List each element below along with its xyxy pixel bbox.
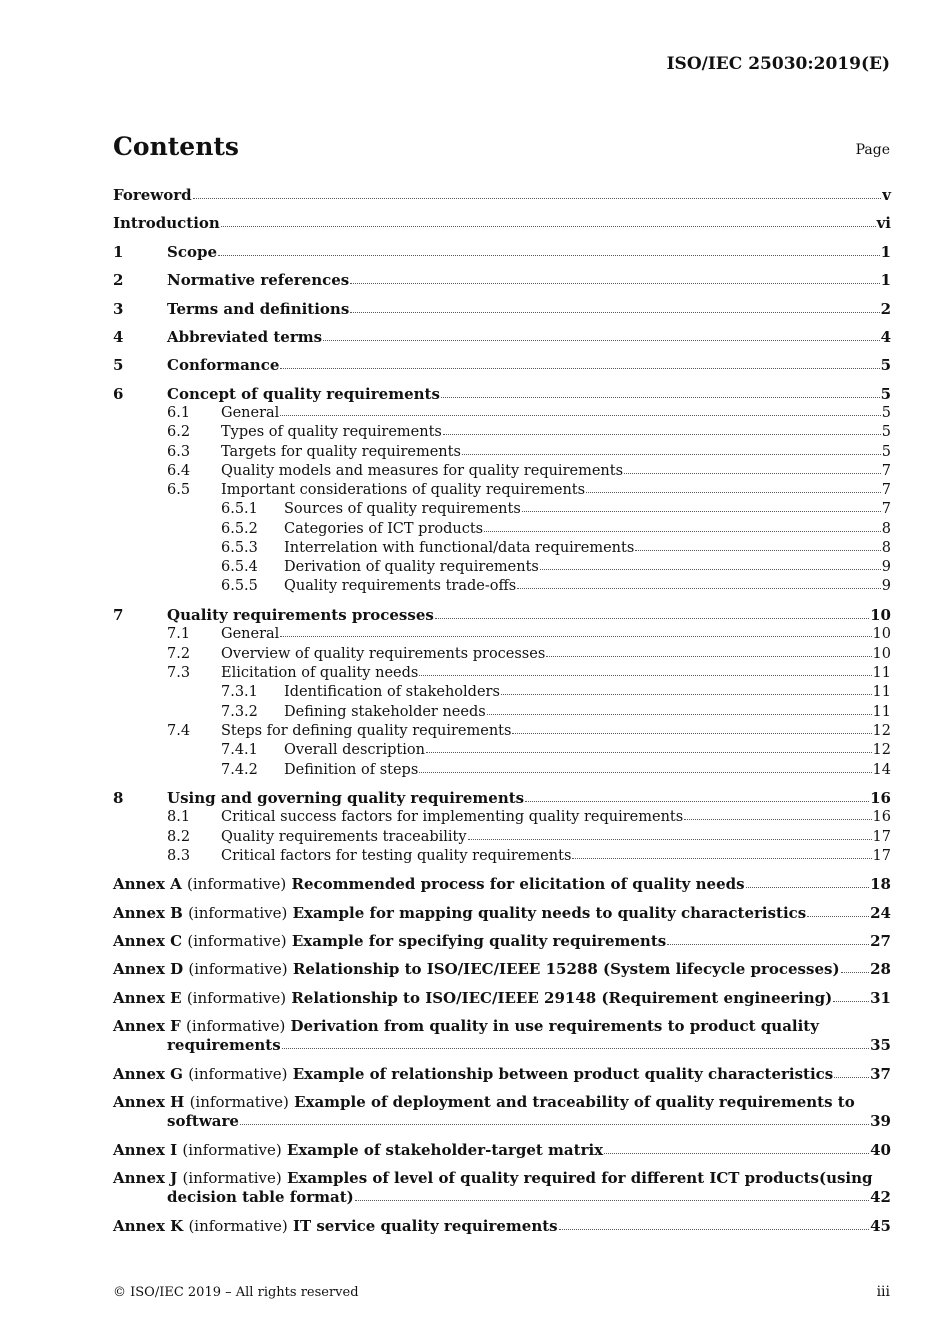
toc-entry[interactable] (113, 625, 891, 644)
toc-entry-page: 8 (881, 521, 891, 537)
toc-entry-page: 1 (880, 271, 891, 289)
toc-annex-label: Annex A (113, 875, 182, 893)
toc-entry-number: 8.1 (167, 809, 191, 825)
toc-dot-leader (834, 1077, 869, 1078)
toc-dot-leader (419, 675, 871, 676)
toc-entry-title: Derivation of quality requirements (284, 559, 539, 575)
toc-dot-leader (624, 473, 881, 474)
toc-entry-page: 28 (870, 960, 891, 978)
toc-entry[interactable] (113, 404, 891, 423)
toc-entry-number: 6 (113, 385, 124, 403)
toc-entry-page: 11 (872, 704, 891, 720)
toc-entry-number: 4 (113, 328, 124, 346)
toc-dot-leader (240, 1124, 869, 1125)
toc-dot-leader (218, 255, 880, 256)
toc-entry[interactable] (113, 481, 891, 500)
toc-entry-title: Concept of quality requirements (167, 385, 440, 403)
toc-annex-informative: (informative) (186, 1017, 286, 1035)
header-standard-id: ISO/IEC 25030:2019(E) (666, 54, 890, 74)
toc-entry[interactable] (113, 989, 891, 1008)
toc-entry[interactable] (113, 577, 891, 596)
toc-entry-title-continued: requirements (167, 1036, 281, 1054)
toc-annex-label: Annex I (113, 1141, 178, 1159)
toc-entry[interactable] (113, 703, 891, 722)
toc-entry[interactable] (113, 828, 891, 847)
toc-entry-page: 39 (870, 1112, 891, 1130)
toc-entry-page: 17 (872, 829, 891, 845)
toc-entry-number: 6.5.1 (221, 501, 258, 517)
toc-entry-number: 5 (113, 356, 124, 374)
toc-entry-title: Example for mapping quality needs to quality characteristics (292, 904, 807, 922)
toc-annex-informative: (informative) (188, 1065, 288, 1083)
toc-entry-title: Foreword (113, 186, 192, 204)
toc-entry-page: 14 (872, 762, 891, 778)
toc-dot-leader (282, 1048, 869, 1049)
toc-dot-leader (350, 283, 879, 284)
toc-dot-leader (501, 694, 872, 695)
toc-entry[interactable] (113, 741, 891, 760)
toc-annex-label: Annex K (113, 1217, 184, 1235)
toc-dot-leader (468, 839, 872, 840)
toc-entry-page: 4 (880, 328, 891, 346)
toc-entry-title: Relationship to ISO/IEC/IEEE 15288 (System lifecycle processes) (292, 960, 840, 978)
toc-entry[interactable] (113, 606, 891, 625)
toc-entry-title: Elicitation of quality needs (221, 665, 419, 681)
toc-entry-title: Defining stakeholder needs (284, 704, 486, 720)
toc-entry-number: 7.3.1 (221, 684, 258, 700)
toc-entry[interactable] (113, 789, 891, 808)
toc-entry[interactable] (113, 1169, 891, 1207)
toc-entry-page: 24 (870, 904, 891, 922)
toc-entry-title: Quality requirements trade-offs (284, 578, 517, 594)
toc-entry-title: Quality requirements processes (167, 606, 434, 624)
toc-dot-leader (635, 550, 881, 551)
toc-entry-title: Overview of quality requirements processes (221, 646, 546, 662)
toc-entry-title-continued: software (167, 1112, 239, 1130)
toc-entry-page: 12 (872, 742, 891, 758)
toc-entry-page: 27 (870, 932, 891, 950)
toc-entry-page: 5 (881, 405, 891, 421)
toc-entry[interactable] (113, 904, 891, 923)
toc-entry-title: Examples of level of quality required for different ICT products(using (287, 1169, 873, 1187)
toc-entry-page: 17 (872, 848, 891, 864)
toc-entry[interactable] (113, 847, 891, 866)
toc-entry-title: Normative references (167, 271, 350, 289)
toc-entry-page: 1 (880, 243, 891, 261)
toc-annex-label: Annex E (113, 989, 182, 1007)
toc-entry[interactable] (113, 875, 891, 894)
toc-entry-title: Example of relationship between product quality characteristics (292, 1065, 834, 1083)
toc-entry-page: 11 (872, 665, 891, 681)
toc-entry-number: 8.2 (167, 829, 191, 845)
toc-entry-number: 7 (113, 606, 124, 624)
toc-entry-page: 8 (881, 540, 891, 556)
toc-entry[interactable] (113, 1065, 891, 1084)
toc-entry-page: 10 (872, 626, 891, 642)
toc-entry-page: 11 (872, 684, 891, 700)
toc-entry-title: Example of stakeholder-target matrix (286, 1141, 604, 1159)
toc-entry-title: Relationship to ISO/IEC/IEEE 29148 (Requirement engineering) (291, 989, 833, 1007)
toc-entry[interactable] (113, 1217, 891, 1236)
toc-entry[interactable] (113, 214, 891, 233)
toc-entry-title: Definition of steps (284, 762, 419, 778)
toc-entry-number: 6.5.5 (221, 578, 258, 594)
toc-dot-leader (443, 434, 881, 435)
toc-entry[interactable] (113, 356, 891, 375)
toc-dot-leader (280, 415, 880, 416)
toc-dot-leader (280, 636, 871, 637)
toc-dot-leader (572, 858, 871, 859)
toc-dot-leader (833, 1001, 869, 1002)
toc-entry-title: Critical factors for testing quality requirements (221, 848, 572, 864)
toc-entry-page: 7 (881, 501, 891, 517)
toc-annex-informative: (informative) (188, 1217, 288, 1235)
toc-entry-title: Introduction (113, 214, 220, 232)
toc-annex-informative: (informative) (187, 932, 287, 950)
toc-entry-title: Types of quality requirements (221, 424, 442, 440)
toc-dot-leader (484, 531, 881, 532)
toc-entry[interactable] (113, 423, 891, 442)
toc-entry[interactable] (113, 462, 891, 481)
toc-annex-label: Annex F (113, 1017, 181, 1035)
toc-entry-number: 7.3.2 (221, 704, 258, 720)
toc-entry[interactable] (113, 558, 891, 577)
toc-entry-title: General (221, 405, 280, 421)
toc-dot-leader (667, 944, 869, 945)
toc-dot-leader (684, 819, 871, 820)
toc-entry[interactable] (113, 808, 891, 827)
toc-dot-leader (512, 733, 871, 734)
toc-entry-number: 6.1 (167, 405, 191, 421)
toc-entry-title: Conformance (167, 356, 280, 374)
toc-dot-leader (280, 368, 879, 369)
toc-entry[interactable] (113, 683, 891, 702)
toc-entry-title: Scope (167, 243, 218, 261)
toc-entry-number: 6.5.2 (221, 521, 258, 537)
toc-entry-page: 9 (881, 578, 891, 594)
toc-entry-title: Abbreviated terms (167, 328, 323, 346)
toc-entry-number: 7.1 (167, 626, 191, 642)
toc-annex-label: Annex H (113, 1093, 185, 1111)
toc-entry[interactable] (113, 761, 891, 780)
toc-entry-page: vi (876, 214, 891, 232)
toc-entry-title: Sources of quality requirements (284, 501, 521, 517)
toc-entry-page: 5 (880, 385, 891, 403)
toc-entry-page: 16 (870, 789, 891, 807)
toc-entry[interactable] (113, 1017, 891, 1055)
toc-entry-number: 6.4 (167, 463, 191, 479)
toc-entry-title: Categories of ICT products (284, 521, 484, 537)
toc-annex-informative: (informative) (186, 989, 287, 1007)
toc-entry-page: 5 (881, 424, 891, 440)
toc-entry-number: 7.3 (167, 665, 191, 681)
toc-entry-title: Quality models and measures for quality requirements (221, 463, 624, 479)
toc-entry[interactable] (113, 271, 891, 290)
toc-entry-title: Example of deployment and traceability of quality requirements to (294, 1093, 855, 1111)
toc-dot-leader (525, 801, 869, 802)
toc-entry-page: 40 (870, 1141, 891, 1159)
toc-entry-title: Targets for quality requirements (221, 444, 461, 460)
toc-entry-title: IT service quality requirements (292, 1217, 558, 1235)
toc-dot-leader (419, 772, 871, 773)
toc-entry[interactable] (113, 722, 891, 741)
toc-entry[interactable] (113, 243, 891, 262)
toc-dot-leader (350, 312, 879, 313)
toc-entry-page: 5 (881, 444, 891, 460)
toc-entry-page: 18 (870, 875, 891, 893)
toc-dot-leader (462, 454, 881, 455)
toc-entry[interactable] (113, 520, 891, 539)
toc-entry-page: 10 (872, 646, 891, 662)
toc-dot-leader (426, 752, 872, 753)
toc-dot-leader (540, 569, 881, 570)
toc-entry-page: 7 (881, 463, 891, 479)
toc-entry-title: Critical success factors for implementing quality requirements (221, 809, 684, 825)
toc-entry-title: Derivation from quality in use requirements to product quality (290, 1017, 819, 1035)
toc-entry-title-continued: decision table format) (167, 1188, 354, 1206)
toc-entry-title: Identification of stakeholders (284, 684, 500, 700)
toc-annex-informative: (informative) (189, 1093, 289, 1111)
toc-entry-number: 6.5 (167, 482, 191, 498)
toc-annex-informative: (informative) (188, 960, 288, 978)
toc-entry-page: 16 (872, 809, 891, 825)
toc-entry-number: 6.3 (167, 444, 191, 460)
toc-entry-title: Recommended process for elicitation of quality needs (291, 875, 745, 893)
toc-dot-leader (586, 492, 881, 493)
toc-dot-leader (522, 511, 881, 512)
toc-annex-informative: (informative) (187, 875, 287, 893)
toc-entry-page: 9 (881, 559, 891, 575)
toc-annex-informative: (informative) (188, 904, 288, 922)
toc-entry-title: Using and governing quality requirements (167, 789, 525, 807)
toc-entry-title: Example for specifying quality requirements (291, 932, 667, 950)
toc-entry-page: 42 (870, 1188, 891, 1206)
toc-entry-page: 7 (881, 482, 891, 498)
toc-entry[interactable] (113, 664, 891, 683)
toc-entry-page: 12 (872, 723, 891, 739)
toc-dot-leader (559, 1229, 870, 1230)
toc-entry-page: 5 (880, 356, 891, 374)
toc-entry[interactable] (113, 1141, 891, 1160)
toc-entry[interactable] (113, 960, 891, 979)
toc-entry[interactable] (113, 300, 891, 319)
toc-entry-page: 31 (870, 989, 891, 1007)
toc-entry-number: 2 (113, 271, 124, 289)
toc-entry-title: Steps for defining quality requirements (221, 723, 512, 739)
toc-entry[interactable] (113, 539, 891, 558)
toc-entry[interactable] (113, 186, 891, 205)
toc-dot-leader (546, 656, 871, 657)
toc-dot-leader (487, 714, 872, 715)
toc-dot-leader (323, 340, 879, 341)
footer-copyright: © ISO/IEC 2019 – All rights reserved (113, 1285, 359, 1300)
page-column-label: Page (855, 142, 890, 158)
toc-entry-title: Overall description (284, 742, 425, 758)
toc-entry[interactable] (113, 500, 891, 519)
toc-annex-label: Annex G (113, 1065, 183, 1083)
toc-entry[interactable] (113, 385, 891, 404)
toc-entry-title: Important considerations of quality requirements (221, 482, 586, 498)
contents-title: Contents (113, 132, 240, 161)
toc-dot-leader (841, 972, 870, 973)
toc-entry-page: 2 (880, 300, 891, 318)
toc-dot-leader (441, 397, 880, 398)
toc-entry-number: 6.5.3 (221, 540, 258, 556)
toc-entry-number: 7.4.1 (221, 742, 258, 758)
toc-dot-leader (355, 1200, 869, 1201)
toc-entry-title: General (221, 626, 280, 642)
toc-entry-page: 45 (870, 1217, 891, 1235)
toc-entry-number: 6.2 (167, 424, 191, 440)
toc-entry-number: 7.4.2 (221, 762, 258, 778)
toc-entry-number: 7.2 (167, 646, 191, 662)
toc-entry-title: Interrelation with functional/data requirements (284, 540, 635, 556)
toc-annex-label: Annex J (113, 1169, 178, 1187)
toc-entry-page: v (882, 186, 891, 204)
toc-dot-leader (746, 887, 870, 888)
toc-entry-title: Quality requirements traceability (221, 829, 467, 845)
toc-entry[interactable] (113, 645, 891, 664)
toc-annex-label: Annex D (113, 960, 184, 978)
toc-entry-number: 3 (113, 300, 124, 318)
toc-dot-leader (221, 226, 876, 227)
toc-entry[interactable] (113, 328, 891, 347)
toc-entry[interactable] (113, 932, 891, 951)
toc-entry[interactable] (113, 443, 891, 462)
toc-entry-page: 35 (870, 1036, 891, 1054)
toc-dot-leader (435, 618, 869, 619)
toc-entry[interactable] (113, 1093, 891, 1131)
toc-entry-page: 37 (870, 1065, 891, 1083)
toc-dot-leader (604, 1153, 869, 1154)
toc-annex-label: Annex B (113, 904, 183, 922)
toc-entry-number: 8.3 (167, 848, 191, 864)
toc-entry-page: 10 (870, 606, 891, 624)
toc-entry-number: 8 (113, 789, 124, 807)
toc-entry-number: 1 (113, 243, 124, 261)
toc-annex-label: Annex C (113, 932, 183, 950)
toc-entry-title: Terms and definitions (167, 300, 350, 318)
toc-dot-leader (193, 198, 882, 199)
toc-dot-leader (807, 916, 869, 917)
toc-entry-number: 7.4 (167, 723, 191, 739)
footer-page-number: iii (876, 1284, 890, 1300)
toc-dot-leader (517, 588, 881, 589)
toc-annex-informative: (informative) (182, 1141, 282, 1159)
toc-entry-number: 6.5.4 (221, 559, 258, 575)
toc-annex-informative: (informative) (182, 1169, 282, 1187)
